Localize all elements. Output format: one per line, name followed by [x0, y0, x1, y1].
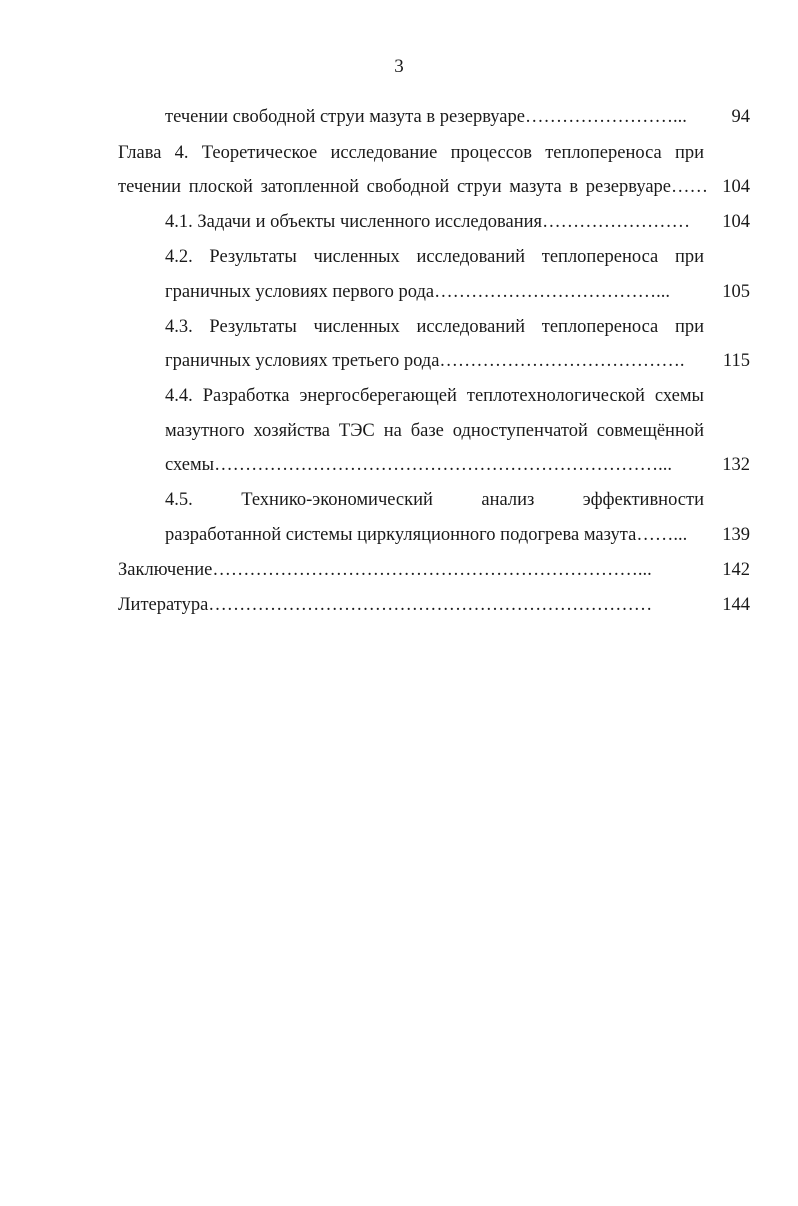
toc-entry-4-1-line-1: 4.1. Задачи и объекты численного исследования…………………… [165, 212, 691, 232]
page-number: 3 [394, 56, 404, 77]
toc-page-number: 104 [722, 177, 750, 197]
toc-entry-4-3-line-2: граничных условиях третьего рода…………………………………. [165, 351, 685, 371]
toc-page-number: 94 [731, 107, 750, 127]
toc-entry-literature: Литература……………………………………………………………… [118, 595, 653, 615]
toc-entry-4-4-line-2: мазутного хозяйства ТЭС на базе одноступенчатой совмещённой [165, 421, 704, 441]
toc-page-number: 142 [722, 560, 750, 580]
toc-entry-4-2-line-2: граничных условиях первого рода………………………………... [165, 282, 671, 302]
toc-entry-chapter-4-line-2: течении плоской затопленной свободной струи мазута в резервуаре…… [118, 177, 708, 197]
toc-page-number: 104 [722, 212, 750, 232]
toc-page-number: 132 [722, 455, 750, 475]
toc-entry-4-4-line-1: 4.4. Разработка энергосберегающей теплотехнологической схемы [165, 386, 704, 406]
toc-page-number: 105 [722, 282, 750, 302]
toc-entry-4-5-line-2: разработанной системы циркуляционного подогрева мазута……... [165, 525, 688, 545]
toc-page-number: 139 [722, 525, 750, 545]
toc-entry-4-5-line-1: 4.5. Технико-экономический анализ эффективности [165, 490, 704, 510]
justified-text: Глава 4. Теоретическое исследование процессов теплопереноса при [118, 143, 704, 163]
toc-page-number: 115 [722, 351, 750, 371]
toc-page-number: 144 [722, 595, 750, 615]
toc-entry-4-3-line-1: 4.3. Результаты численных исследований теплопереноса при [165, 317, 704, 337]
toc-entry-conclusion: Заключение……………………………………………………………... [118, 560, 652, 580]
toc-entry-chapter-4-line-1 [118, 141, 704, 165]
toc-entry-4-4-line-3: схемы………………………………………………………………... [165, 455, 672, 475]
toc-entry-4-2-line-1: 4.2. Результаты численных исследований теплопереноса при [165, 247, 704, 267]
toc-entry-continuation-line-1: течении свободной струи мазута в резервуаре……………………... [165, 107, 687, 127]
